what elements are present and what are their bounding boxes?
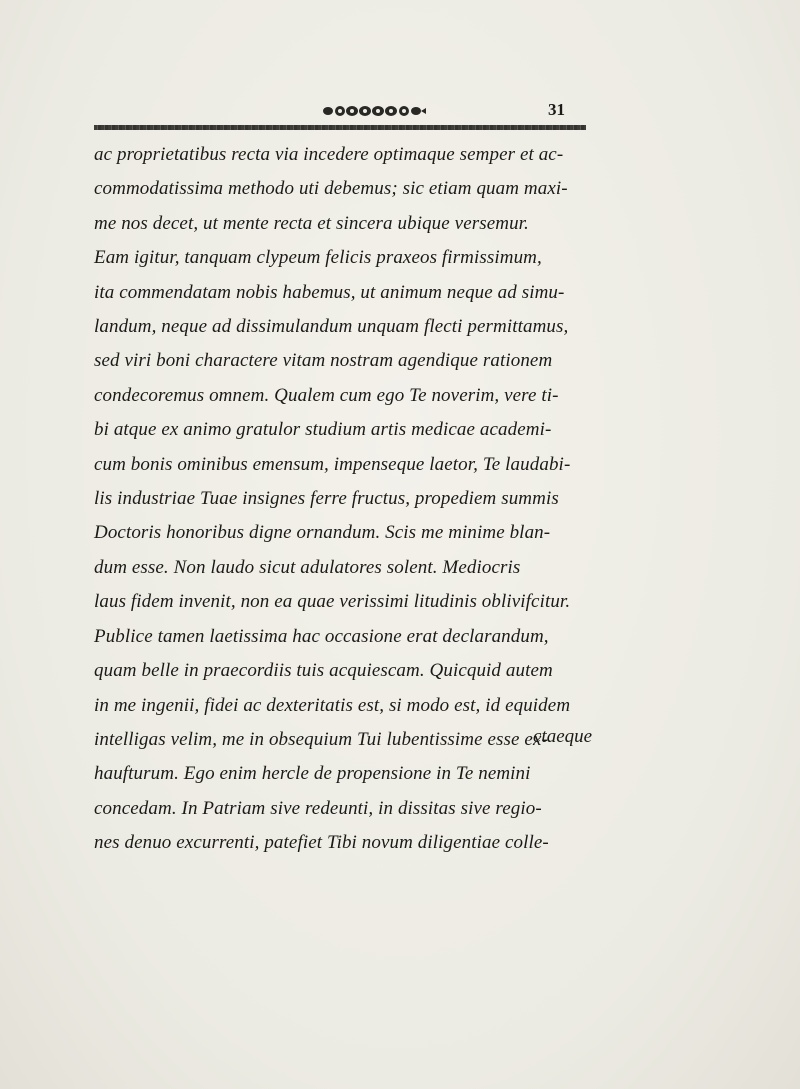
text-line: Eam igitur, tanquam clypeum felicis praxeos firmissimum,: [94, 247, 542, 269]
body-text: [94, 138, 604, 861]
text-line: Publice tamen laetissima hac occasione erat declarandum,: [94, 625, 549, 647]
text-line: ac proprietatibus recta via incedere optimaque semper et ac-: [94, 144, 564, 165]
text-line: landum, neque ad dissimulandum unquam flecti permittamus,: [94, 316, 569, 338]
text-line: ita commendatam nobis habemus, ut animum neque ad simu-: [94, 281, 565, 303]
text-line: cum bonis ominibus emensum, impenseque laetor, Te laudabi-: [94, 453, 571, 475]
text-line: dum esse. Non laudo sicut adulatores solent. Mediocris: [94, 556, 521, 578]
text-line: Doctoris honoribus digne ornandum. Scis me minime blan-: [94, 522, 551, 544]
ornament-icon: [322, 104, 426, 118]
text-line: sed viri boni charactere vitam nostram agendique rationem: [94, 350, 553, 372]
text-line: condecoremus omnem. Qualem cum ego Te noverim, vere ti-: [94, 384, 559, 406]
text-line: intelligas velim, me in obsequium Tui lubentissime esse ex-: [94, 728, 548, 750]
text-line: laus fidem invenit, non ea quae verissimi litudinis oblivifcitur.: [94, 591, 571, 613]
text-line: haufturum. Ego enim hercle de propensione in Te nemini: [94, 763, 531, 785]
text-line: bi atque ex animo gratulor studium artis medicae academi-: [94, 419, 552, 441]
page-number: 31: [548, 100, 565, 119]
text-line: lis industriae Tuae insignes ferre fructus, propediem summis: [94, 488, 559, 510]
catchword: ctaeque: [533, 726, 593, 747]
text-line: nes denuo excurrenti, patefiet Tibi novum diligentiae colle-: [94, 832, 549, 854]
text-line: concedam. In Patriam sive redeunti, in dissitas sive regio-: [94, 797, 542, 819]
text-line: in me ingenii, fidei ac dexteritatis est, si modo est, id equidem: [94, 694, 571, 716]
text-line: me nos decet, ut mente recta et sincera ubique versemur.: [94, 212, 529, 234]
header-rule: [94, 125, 586, 130]
text-line: quam belle in praecordiis tuis acquiescam. Quicquid autem: [94, 660, 553, 682]
text-line: commodatissima methodo uti debemus; sic etiam quam maxi-: [94, 178, 568, 200]
